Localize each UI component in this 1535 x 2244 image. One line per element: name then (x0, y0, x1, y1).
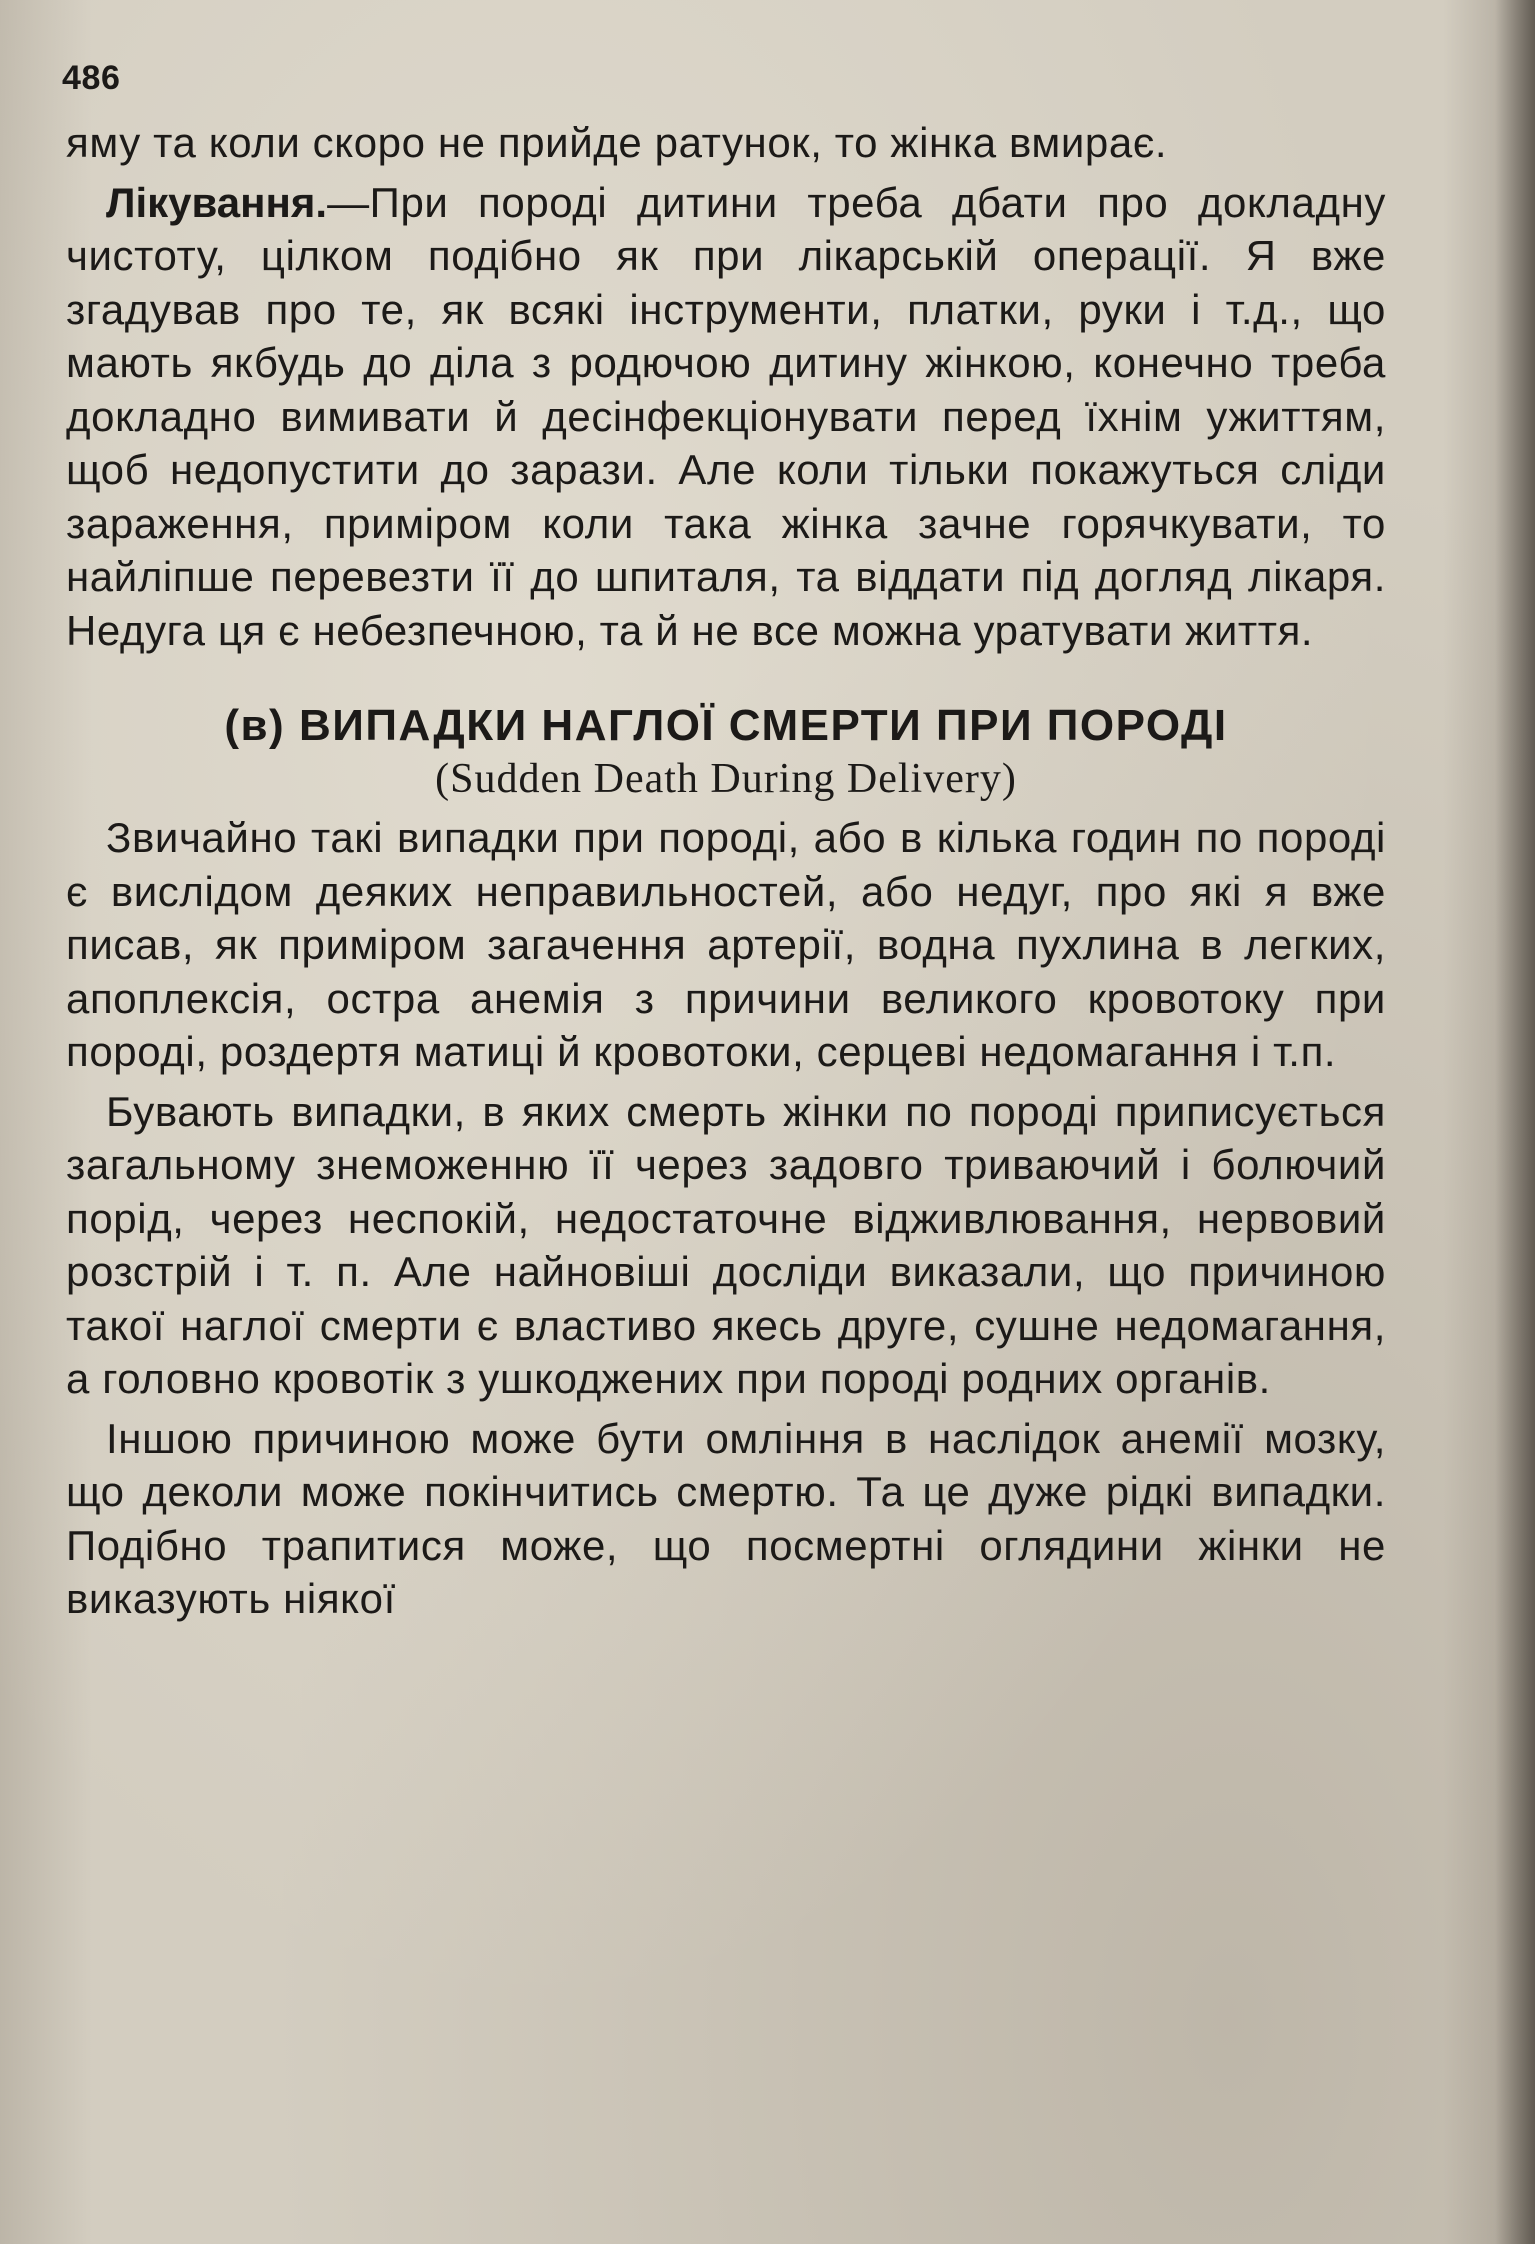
paragraph-treatment (66, 176, 1386, 658)
run-in-heading: Лікування. (106, 178, 328, 226)
paragraph: Іншою причиною може бути омління в наслідок анемії мозку, що деколи може покінчитись смертю. Та це дуже рідкі випадки. Подібно трапитися може, що посмертні оглядини жінки не виказують ніякої (66, 1414, 1386, 1622)
page-number: 486 (62, 59, 121, 97)
page-text (62, 40, 1386, 1626)
section-heading: (в) ВИПАДКИ НАГЛОЇ СМЕРТИ ПРИ ПОРОДІ (224, 701, 1228, 750)
paragraph-text: яму та коли скоро не прийде ратунок, то жінка вмирає. (66, 119, 1168, 166)
paragraph: Бувають випадки, в яких смерть жінки по породі приписується загальному знеможенню її через задовго триваючий і болючий порід, через неспокій, недостаточне відживлювання, нервовий розстрій і т. п. Але найновіші досліди виказали, що причиною такої наглої смерти є властиво якесь друге, сушне недомагання, а головно кровотік з ушкоджених при породі родних органів. (66, 1087, 1386, 1402)
paragraph-text: —При породі дитини треба дбати про докладну чистоту, цілком подібно як при лікарській операції. Я вже згадував про те, як всякі інструменти, платки, руки і т.д., що мають якбудь до діла з родючою дитину жінкою, конечно треба докладно вимивати й десінфекціонувати перед їхнім ужиттям, щоб недопустити до зарази. Але коли тільки покажуться сліди зараження, приміром коли така жінка зачне горячкувати, то найліпше перевезти її до шпиталя, та віддати під догляд лікаря. Недуга ця є небезпечною, та й не все можна уратувати життя. (66, 178, 1386, 654)
section-subheading: (Sudden Death During Delivery) (435, 756, 1017, 802)
paragraph: Звичайно такі випадки при породі, або в кілька годин по породі є вислідом деяких неправильностей, або недуг, про які я вже писав, як приміром загачення артерії, водна пухлина в легких, апоплексія, остра анемія з причини великого кровотоку при породі, роздертя матиці й кровотоки, серцеві недомагання і т.п. (66, 814, 1386, 1075)
page-edge-shadow (1495, 0, 1535, 2244)
paragraph-continuation (66, 116, 1386, 170)
